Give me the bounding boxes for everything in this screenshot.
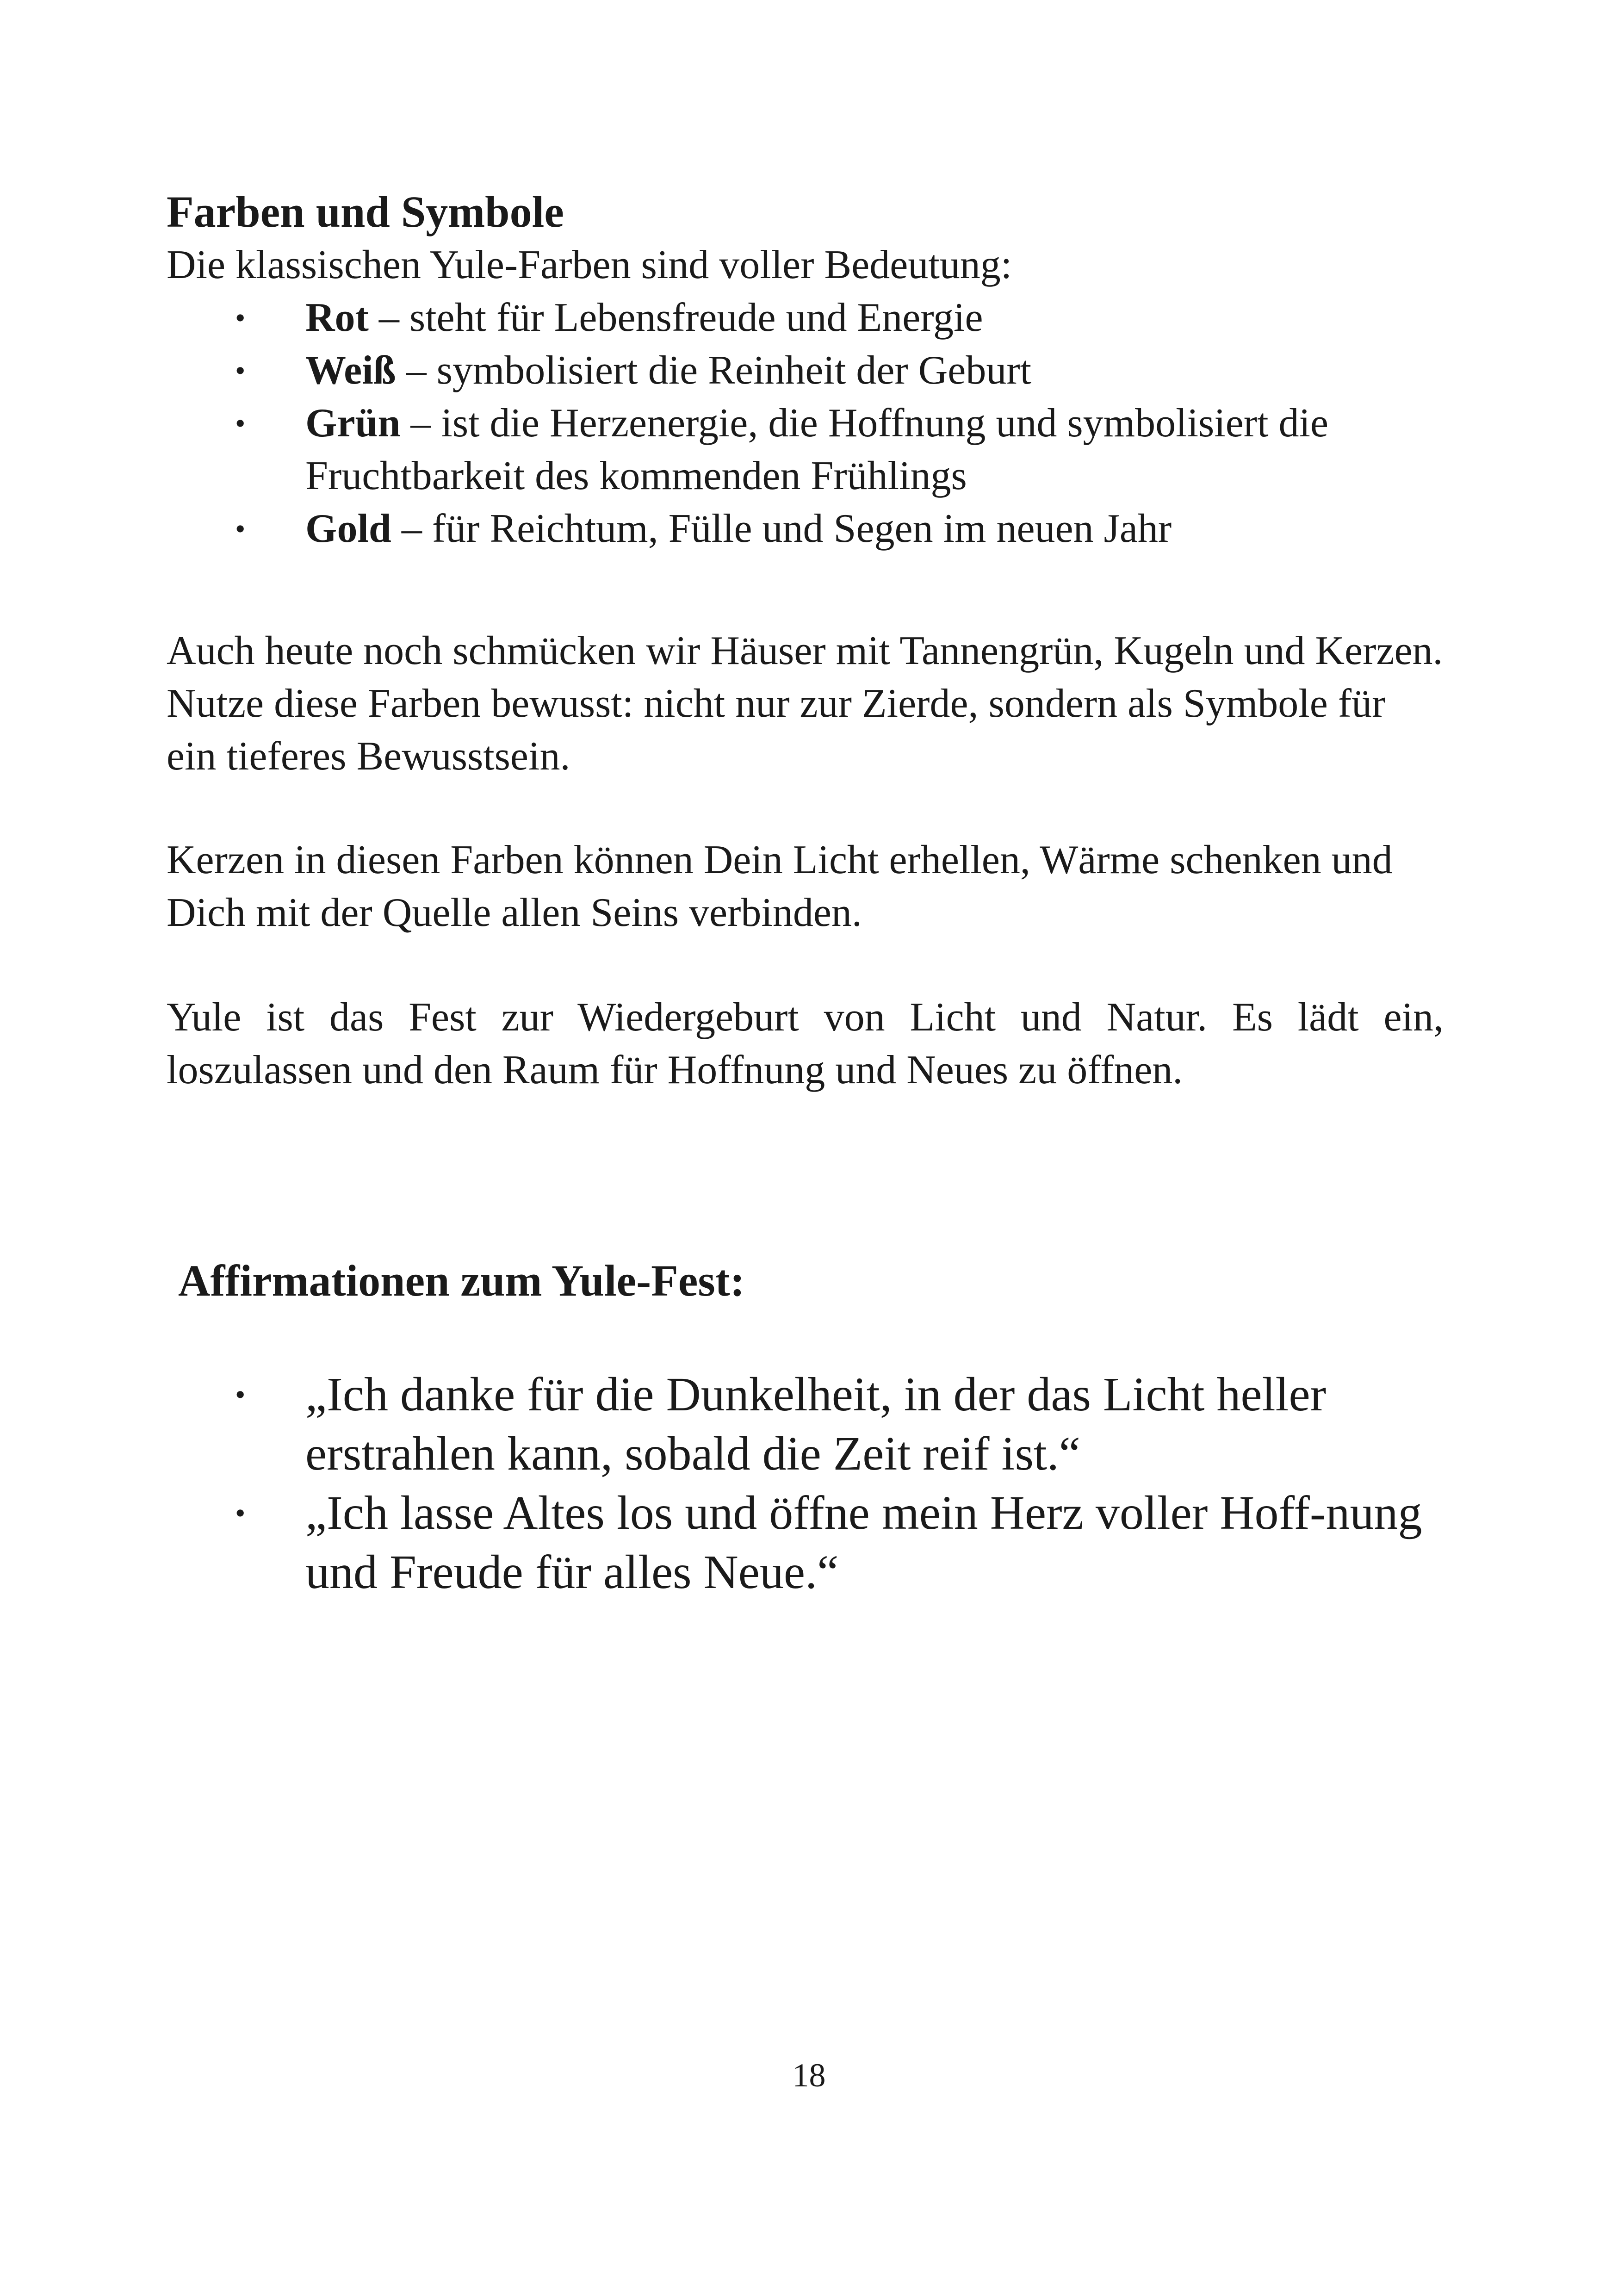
- list-item: [167, 397, 1444, 503]
- paragraph: Yule ist das Fest zur Wiedergeburt von Licht und Natur. Es lädt ein, loszulassen und den Raum für Hoffnung und Neues zu öffnen.: [167, 995, 1444, 1092]
- bullet-icon: •: [235, 407, 246, 440]
- section-affirmations: [178, 1254, 1455, 1308]
- section-title-affirmations: Affirmationen zum Yule-Fest:: [178, 1256, 745, 1305]
- colors-list: [167, 292, 1444, 555]
- affirmations-list: [167, 1365, 1462, 1602]
- color-meaning: – ist die Herzenergie, die Hoffnung und symbolisiert die Fruchtbarkeit des kommenden Frühlings: [305, 401, 1329, 498]
- color-meaning: – für Reichtum, Fülle und Segen im neuen Jahr: [391, 506, 1172, 551]
- list-item: [167, 503, 1444, 555]
- color-meaning: – symbolisiert die Reinheit der Geburt: [396, 348, 1032, 393]
- color-name: Gold: [305, 506, 391, 551]
- bullet-icon: •: [235, 512, 246, 545]
- list-item: [167, 1483, 1462, 1602]
- bullet-icon: •: [235, 354, 246, 387]
- section-title-colors: Farben und Symbole: [167, 187, 564, 236]
- page-number: 18: [792, 2057, 826, 2094]
- color-meaning: – steht für Lebensfreude und Energie: [368, 295, 983, 340]
- colors-intro: Die klassischen Yule-Farben sind voller Bedeutung:: [167, 242, 1012, 287]
- list-item: [167, 292, 1444, 344]
- paragraph: Auch heute noch schmücken wir Häuser mit Tannengrün, Kugeln und Kerzen. Nutze diese Farben bewusst: nicht nur zur Zierde, sondern als Symbole für ein tieferes Bewusstsein.: [167, 628, 1443, 779]
- color-name: Rot: [305, 295, 369, 340]
- affirmation-text: „Ich lasse Altes los und öffne mein Herz voller Hoff-nung und Freude für alles Neue.“: [305, 1486, 1422, 1599]
- color-name: Grün: [305, 401, 401, 446]
- affirmations-block: [167, 1365, 1462, 1602]
- list-item: [167, 344, 1444, 397]
- bullet-icon: •: [235, 1496, 246, 1529]
- paragraph-block-2: [167, 834, 1444, 939]
- section-colors: [167, 185, 1444, 555]
- paragraph-block-3: [167, 991, 1444, 1097]
- list-item: [167, 1365, 1462, 1483]
- paragraph: Kerzen in diesen Farben können Dein Licht erhellen, Wärme schenken und Dich mit der Quelle allen Seins verbinden.: [167, 838, 1393, 935]
- color-name: Weiß: [305, 348, 396, 393]
- paragraph-block-1: [167, 625, 1444, 783]
- bullet-icon: •: [235, 301, 246, 334]
- affirmation-text: „Ich danke für die Dunkelheit, in der das Licht heller erstrahlen kann, sobald die Zeit reif ist.“: [305, 1368, 1327, 1480]
- bullet-icon: •: [235, 1378, 246, 1411]
